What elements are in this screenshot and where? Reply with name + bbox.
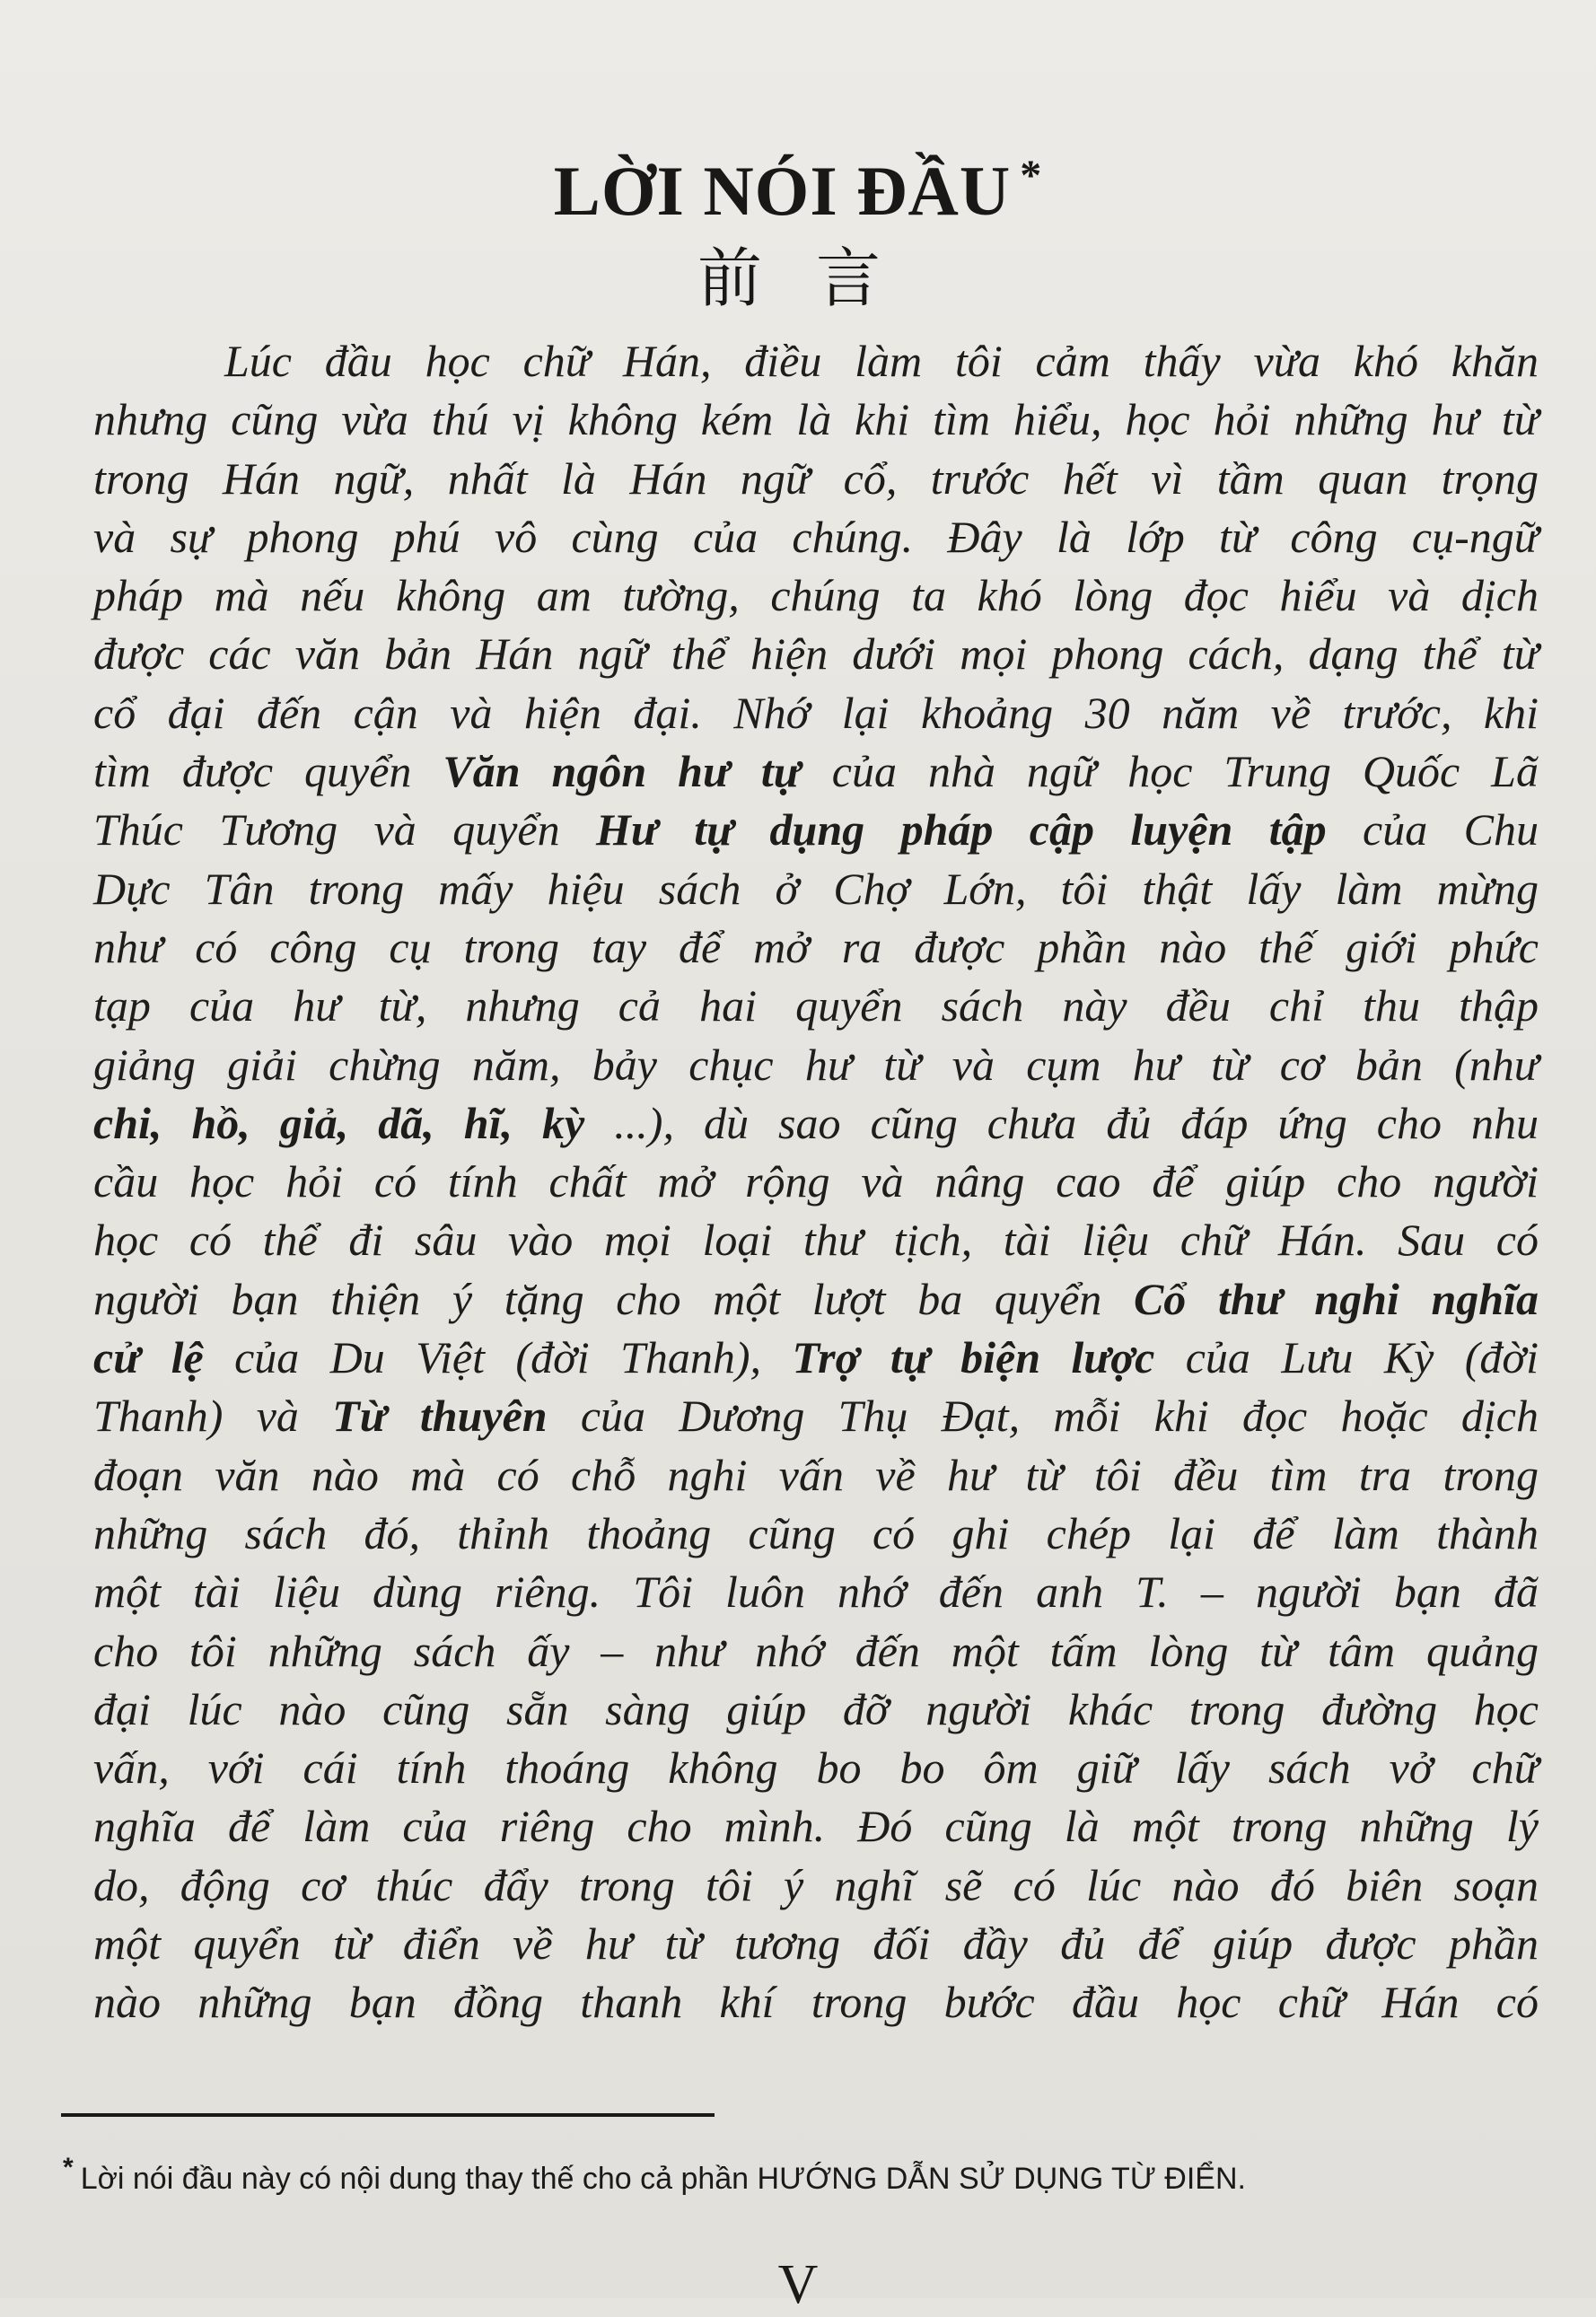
body-line: đoạn văn nào mà có chỗ nghi vấn về hư từ tôi đều tìm tra trong xyxy=(93,1449,1539,1500)
body-line: cho tôi những sách ấy – như nhớ đến một tấm lòng từ tâm quảng xyxy=(93,1625,1539,1676)
page-number: V xyxy=(777,2254,819,2315)
bold-phrase: Hư tự dụng pháp cập luyện tập xyxy=(596,804,1327,856)
body-line: trong Hán ngữ, nhất là Hán ngữ cổ, trước hết vì tầm quan trọng xyxy=(93,452,1539,504)
body-line: nào những bạn đồng thanh khí trong bước đầu học chữ Hán có xyxy=(93,1977,1539,2028)
body-line: pháp mà nếu không am tường, chúng ta khó lòng đọc hiểu và dịch xyxy=(93,570,1539,621)
body-line: nhưng cũng vừa thú vị không kém là khi tìm hiểu, học hỏi những hư từ xyxy=(93,394,1539,445)
title-footnote-mark: * xyxy=(1020,152,1043,199)
body-line: được các văn bản Hán ngữ thể hiện dưới mọi phong cách, dạng thể từ xyxy=(93,628,1539,680)
body-line: Thúc Tương và quyển Hư tự dụng pháp cập luyện tập của Chu xyxy=(93,804,1539,856)
body-line: do, động cơ thúc đẩy trong tôi ý nghĩ sẽ có lúc nào đó biên soạn xyxy=(93,1859,1539,1910)
chinese-title: 前言 xyxy=(697,241,934,316)
page-title xyxy=(0,151,1596,232)
body-line: tìm được quyển Văn ngôn hư tự của nhà ngữ học Trung Quốc Lã xyxy=(93,746,1539,797)
footnote-text: Lời nói đầu này có nội dung thay thế cho cả phần HƯỚNG DẪN SỬ DỤNG TỪ ĐIỂN. xyxy=(80,2162,1246,2196)
footnote-mark: * xyxy=(63,2153,74,2182)
bold-phrase: Trợ tự biện lược xyxy=(792,1332,1155,1383)
body-line: một tài liệu dùng riêng. Tôi luôn nhớ đến anh T. – người bạn đã xyxy=(93,1567,1539,1618)
body-line: Lúc đầu học chữ Hán, điều làm tôi cảm thấy vừa khó khăn xyxy=(224,336,1539,386)
body-line: một quyển từ điển về hư từ tương đối đầy đủ để giúp được phần xyxy=(93,1918,1539,1970)
bold-phrase: Văn ngôn hư tự xyxy=(443,746,801,797)
body-line: cử lệ của Du Việt (đời Thanh), Trợ tự biện lược của Lưu Kỳ (đời xyxy=(93,1332,1539,1383)
footnote xyxy=(63,2153,1246,2197)
body-line: cổ đại đến cận và hiện đại. Nhớ lại khoảng 30 năm về trước, khi xyxy=(93,687,1539,738)
title-text: LỜI NÓI ĐẦU xyxy=(553,152,1012,230)
body-line: nghĩa để làm của riêng cho mình. Đó cũng là một trong những lý xyxy=(93,1801,1539,1852)
body-line: những sách đó, thỉnh thoảng cũng có ghi chép lại để làm thành xyxy=(93,1507,1539,1558)
body-line: giảng giải chừng năm, bảy chục hư từ và cụm hư từ cơ bản (như xyxy=(93,1039,1539,1090)
bold-phrase: Từ thuyên xyxy=(332,1391,548,1442)
preface-body xyxy=(93,332,1539,2032)
body-line: vấn, với cái tính thoáng không bo bo ôm giữ lấy sách vở chữ xyxy=(93,1742,1539,1794)
body-line: Thanh) và Từ thuyên của Dương Thụ Đạt, mỗi khi đọc hoặc dịch xyxy=(93,1391,1539,1442)
body-line: và sự phong phú vô cùng của chúng. Đây là lớp từ công cụ-ngữ xyxy=(93,511,1539,562)
body-line: tạp của hư từ, nhưng cả hai quyển sách này đều chỉ thu thập xyxy=(93,980,1539,1031)
body-line: chi, hồ, giả, dã, hĩ, kỳ ...), dù sao cũng chưa đủ đáp ứng cho nhu xyxy=(93,1097,1539,1148)
body-line: học có thể đi sâu vào mọi loại thư tịch, tài liệu chữ Hán. Sau có xyxy=(93,1215,1539,1266)
body-line: như có công cụ trong tay để mở ra được phần nào thế giới phức xyxy=(93,921,1539,972)
bold-phrase: chi, hồ, giả, dã, hĩ, kỳ xyxy=(93,1097,585,1148)
body-line: cầu học hỏi có tính chất mở rộng và nâng cao để giúp cho người xyxy=(93,1156,1539,1207)
footnote-divider xyxy=(61,2113,715,2117)
bold-phrase: Cổ thư nghi nghĩa xyxy=(1133,1273,1539,1324)
body-line: Dực Tân trong mấy hiệu sách ở Chợ Lớn, tôi thật lấy làm mừng xyxy=(93,863,1539,914)
body-line: đại lúc nào cũng sẵn sàng giúp đỡ người khác trong đường học xyxy=(93,1683,1539,1734)
bold-phrase: cử lệ xyxy=(93,1332,204,1383)
body-line: người bạn thiện ý tặng cho một lượt ba quyển Cổ thư nghi nghĩa xyxy=(93,1273,1539,1324)
